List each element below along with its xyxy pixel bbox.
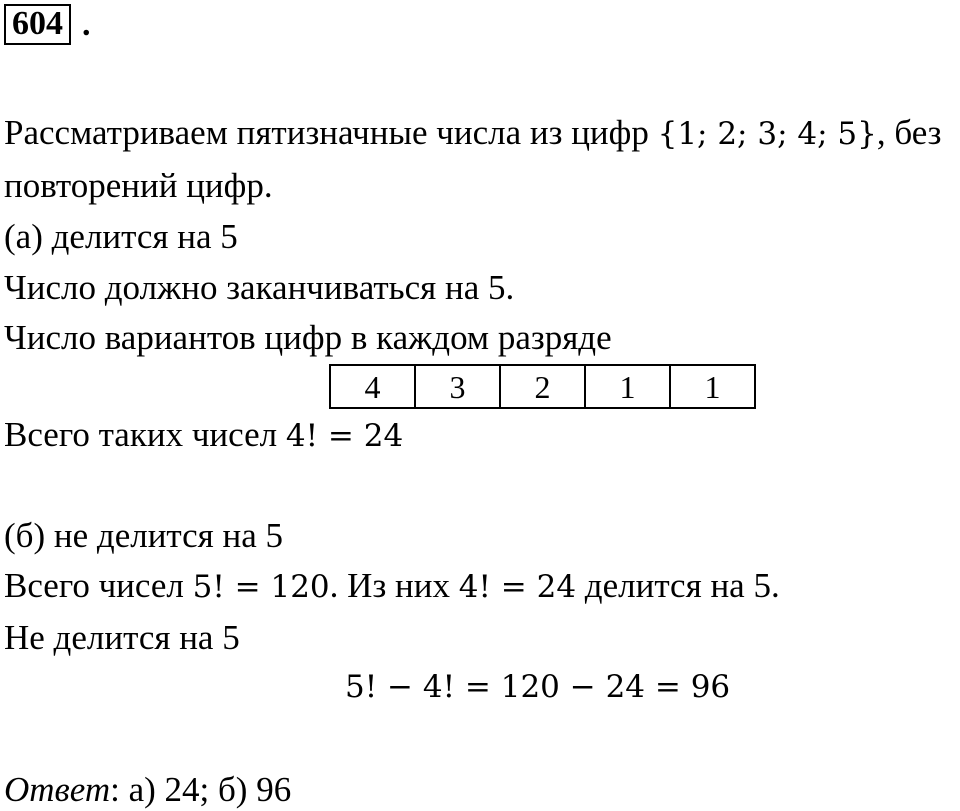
part-a-total [4, 417, 403, 452]
digit-set: {1; 2; 3; 4; 5} [657, 116, 877, 152]
digit-cell-5: 1 [670, 365, 755, 408]
task-number-dot: . [82, 6, 91, 43]
answer-label: Ответ [4, 770, 111, 809]
part-b-text-3: делится на 5. [576, 566, 780, 605]
digit-variants-table [329, 364, 756, 409]
part-b-line-1 [4, 568, 780, 603]
part-a-heading: (а) делится на 5 [4, 217, 238, 256]
part-a-line-1: Число должно заканчиваться на 5. [4, 268, 515, 307]
part-a-total-text: Всего таких чисел [4, 415, 286, 454]
digit-cell-1: 4 [330, 365, 415, 408]
part-b-formula-1: 5! = 120 [192, 569, 330, 605]
part-b-formula-2: 4! = 24 [458, 569, 577, 605]
part-b-main-formula: 5! − 4! = 120 − 24 = 96 [345, 669, 731, 705]
digit-cell-3: 2 [500, 365, 585, 408]
part-b-line-2: Не делится на 5 [4, 618, 240, 657]
intro-line-2: повторений цифр. [4, 166, 273, 205]
intro-text-start: Рассматриваем пятизначные числа из цифр [4, 113, 658, 152]
part-b-text-1: Всего чисел [4, 566, 193, 605]
answer-colon: : [110, 770, 120, 809]
intro-line-1 [4, 115, 942, 150]
digit-variants-row [330, 365, 755, 408]
part-a-total-formula: 4! = 24 [285, 418, 404, 454]
part-a-line-2: Число вариантов цифр в каждом разряде [4, 318, 612, 357]
answer-value: а) 24; б) 96 [119, 770, 292, 809]
digit-cell-2: 3 [415, 365, 500, 408]
answer-line [4, 772, 291, 807]
part-b-text-2: . Из них [329, 566, 459, 605]
intro-text-end: , без [876, 113, 942, 152]
part-b-heading: (б) не делится на 5 [4, 516, 284, 555]
digit-cell-4: 1 [585, 365, 670, 408]
task-number-box: 604 [4, 4, 71, 45]
